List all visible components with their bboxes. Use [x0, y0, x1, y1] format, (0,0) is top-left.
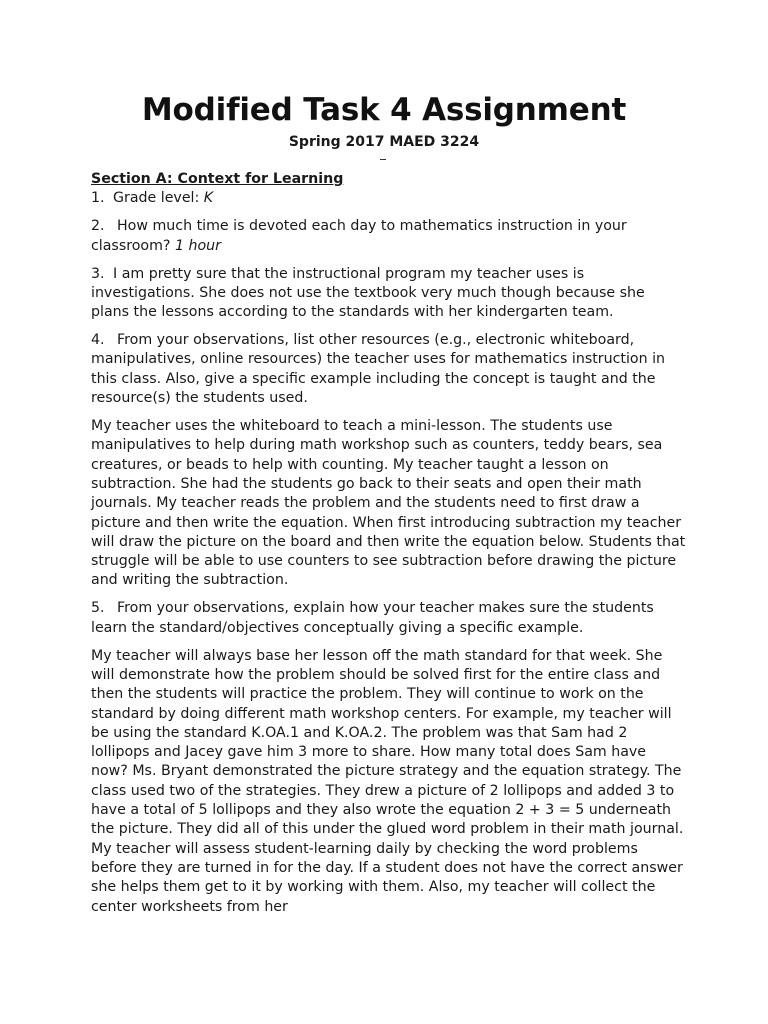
question-5-number: 5. — [91, 600, 105, 617]
question-4-text: From your observations, list other resources (e.g., electronic whiteboard, manipulatives, online resources) the teacher uses for mathematics instruction in this class. Also, give a specific example including the concept is taught and the resource(s) the students used. — [91, 332, 666, 407]
question-4-number: 4. — [91, 332, 105, 349]
question-2-number: 2. — [91, 218, 105, 235]
question-3-text: I am pretty sure that the instructional program my teacher uses is investigations. She does not use the textbook very much though because she plans the lessons according to the standards with her kindergarten team. — [91, 265, 645, 321]
question-3-number: 3. — [91, 265, 105, 282]
question-1 — [91, 189, 687, 208]
section-heading-paragraph — [91, 170, 687, 189]
answer-5: My teacher will always base her lesson off the math standard for that week. She will demonstrate how the problem should be solved first for the entire class and then the students will practice the problem. They will continue to work on the standard by doing different math workshop centers. For example, my teacher will be using the standard K.OA.1 and K.OA.2. The problem was that Sam had 2 lollipops and Jacey gave him 3 more to share. How many total does Sam have now? Ms. Bryant demonstrated the picture strategy and the equation strategy. The class used two of the strategies. They drew a picture of 2 lollipops and added 3 to have a total of 5 lollipops and they also wrote the equation 2 + 3 = 5 underneath the picture. They did all of this under the glued word problem in their math journal. My teacher will assess student-learning daily by checking the word problems before they are turned in for the day. If a student does not have the correct answer she helps them get to it by working with them. Also, my teacher will collect the center worksheets from her — [91, 647, 684, 915]
underscore-mark — [380, 159, 386, 160]
question-2-text: How much time is devoted each day to mathematics instruction in your classroom? — [91, 218, 627, 254]
question-1-number: 1. — [91, 190, 105, 207]
question-4 — [91, 331, 687, 408]
question-3 — [91, 265, 687, 323]
question-1-text: Grade level: — [113, 190, 204, 207]
section-heading: Section A: Context for Learning — [91, 171, 344, 187]
question-5 — [91, 599, 687, 638]
document-subtitle: Spring 2017 MAED 3224 — [288, 134, 480, 150]
document-title: Modified Task 4 Assignment — [141, 92, 627, 128]
question-1-answer: K — [203, 190, 214, 207]
document-body — [91, 170, 687, 926]
answer-4: My teacher uses the whiteboard to teach a mini-lesson. The students use manipulatives to help during math workshop such as counters, teddy bears, sea creatures, or beads to help with counting. My teacher taught a lesson on subtraction. She had the students go back to their seats and open their math journals. My teacher reads the problem and the students need to first draw a picture and then write the equation. When first introducing subtraction my teacher will draw the picture on the board and then write the equation below. Students that struggle will be able to use counters to see subtraction before drawing the picture and writing the subtraction. — [91, 418, 686, 589]
question-5-text: From your observations, explain how your teacher makes sure the students learn the standard/objectives conceptually giving a specific example. — [91, 600, 654, 636]
question-2 — [91, 217, 687, 256]
question-2-answer: 1 hour — [174, 237, 222, 254]
